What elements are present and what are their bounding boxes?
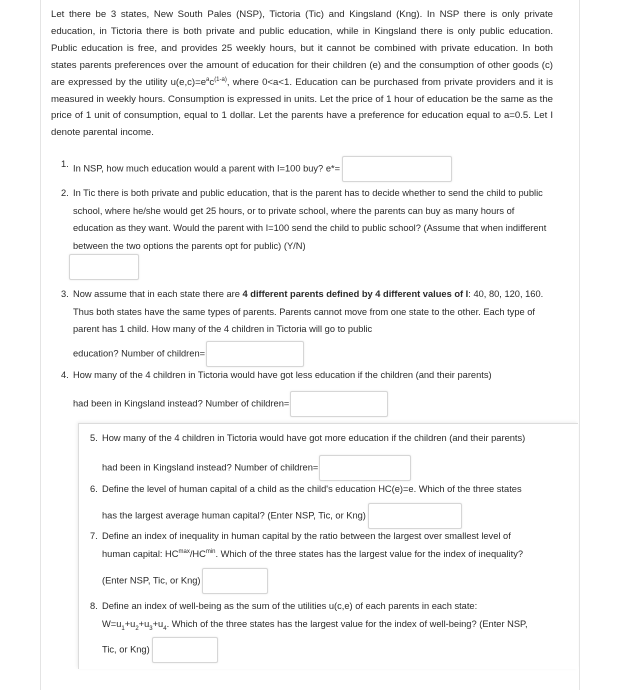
question-8-line3: Tic, or Kng) [102, 637, 218, 663]
intro-paragraph: Let there be 3 states, New South Pales (NSP), Tictoria (Tic) and Kingsland (Kng). In NSP there is only private education, in Tictoria there is both private and public education, while in Kingsland there is only public education. Public education is free, and provides 25 weekly hours, but it cannot be combined with private education. In both states parents preferences over the amount of education for their children (e) and the consumption of other goods (c) are expressed by the utility $u(e,c)=e^ac^{(1-a)}$, where 0<a<1. Education can be purchased from private providers and it is measured in weekly hours. Consumption is expressed in units. Let the price of 1 hour of education be the same as the price of 1 unit of consumption, equal to 1 dollar. Let the parents have a preference for education equal to a=0.5. Let I denote parental income. [51, 9, 553, 139]
q6-answer-input[interactable] [368, 503, 462, 529]
q4-answer-input[interactable] [290, 391, 388, 417]
question-5: 5. How many of the 4 children in Tictoria would have got more education if the children (and their parents) [90, 433, 526, 443]
q1-answer-input[interactable] [342, 156, 452, 182]
q5-answer-input[interactable] [319, 455, 411, 481]
question-7-line3: (Enter NSP, Tic, or Kng) [102, 568, 268, 594]
q8-answer-input[interactable] [152, 637, 218, 663]
question-1: 1. In NSP, how much education would a parent with I=100 buy? e*= [61, 156, 561, 182]
question-5-line2: had been in Kingsland instead? Number of children= [102, 455, 411, 481]
question-2: 2. In Tic there is both private and public education, that is the parent has to decide whether to send the child to public school, where he/she would get 25 hours, or to private school, where the parents can buy as many hours of education as they want. Would the parent with I=100 send the child to public school? (Assume that when indifferent between the two options the parents opt for public) (Y/N) [61, 188, 547, 251]
question-3-line2: education? Number of children= [73, 341, 304, 367]
question-6: 6. Define the level of human capital of a child as the child's education HC(e)=e. Which of the three states [90, 484, 522, 494]
question-3: 3. Now assume that in each state there are 4 different parents defined by 4 different values of I: 40, 80, 120, 160. Thus both states have the same types of parents. Parents cannot move from one state to the other. Each type of parent has 1 child. How many of the 4 children in Tictoria will go to public [61, 289, 544, 335]
q3-answer-input[interactable] [206, 341, 304, 367]
q2-answer-input[interactable] [69, 254, 139, 280]
question-6-line2: has the largest average human capital? (Enter NSP, Tic, or Kng) [102, 503, 462, 529]
q7-answer-input[interactable] [202, 568, 268, 594]
question-4: 4. How many of the 4 children in Tictoria would have got less education if the children (and their parents) [61, 370, 492, 380]
question-4-line2: had been in Kingsland instead? Number of children= [73, 391, 388, 417]
question-8: 8. Define an index of well-being as the sum of the utilities u(c,e) of each parents in each state: $W=u_1+u_2+u_3+u_4$. Which of the three states has the largest value for the index of well-being? (Enter NSP, [90, 601, 528, 632]
question-7: 7. Define an index of inequality in human capital by the ratio between the largest over smallest level of human capital: $HC^{max}/HC^{min}$. Which of the three states has the largest value for the index of inequality? [90, 531, 524, 559]
